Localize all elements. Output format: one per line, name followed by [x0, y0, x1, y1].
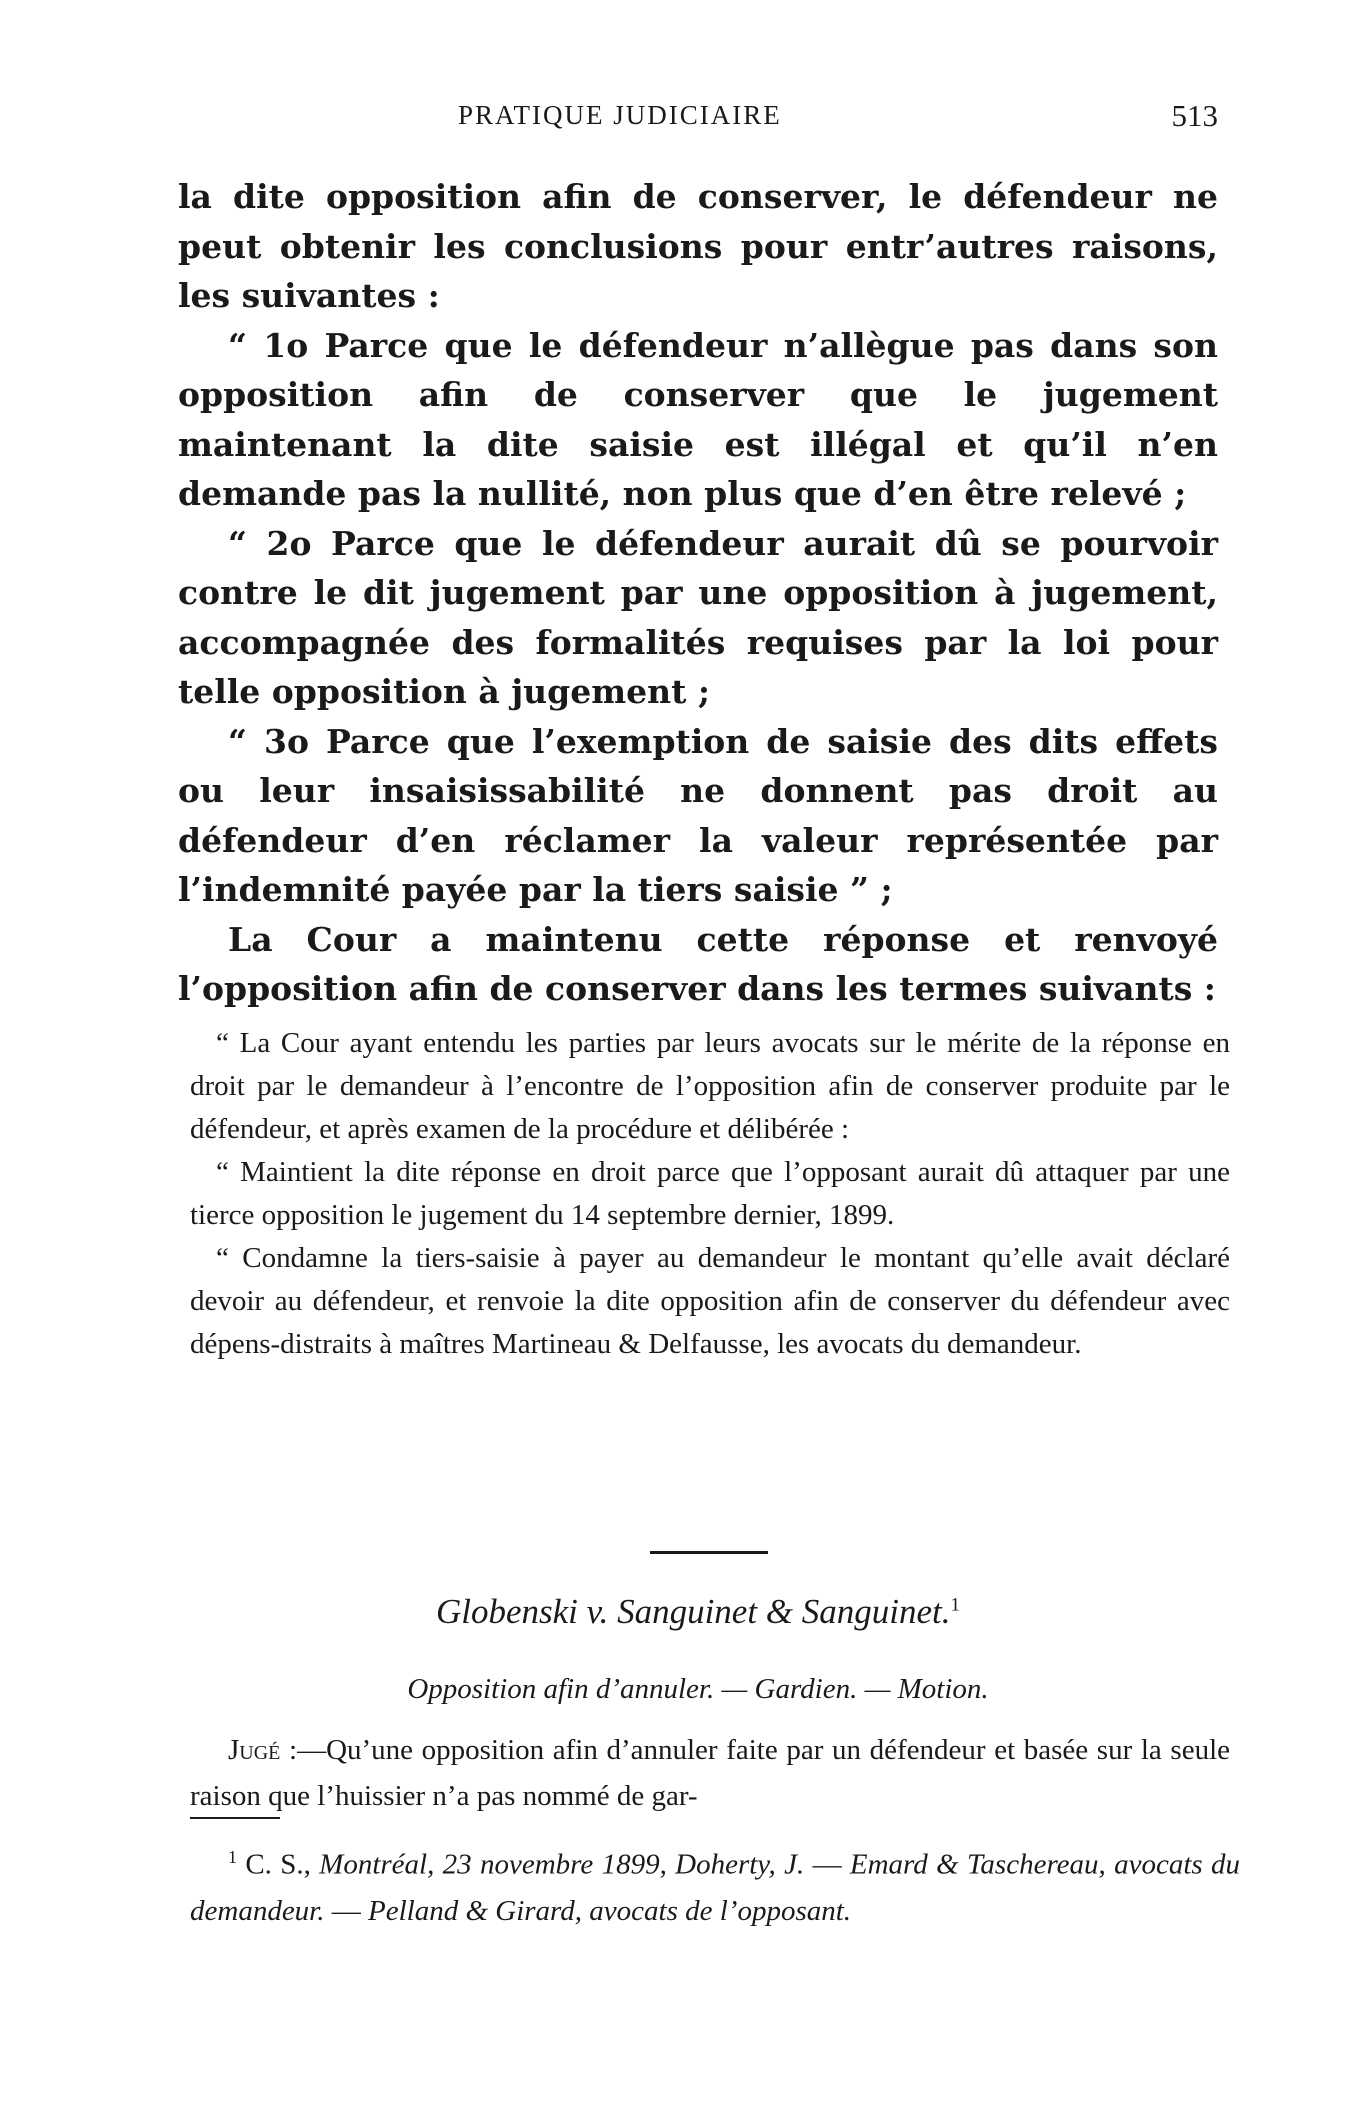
case-title	[178, 1592, 1218, 1632]
holding-label: Jugé	[228, 1734, 281, 1766]
paragraph-reason-3: “ 3o Parce que l’exemption de saisie des dits effets ou leur insaisissabilité ne donnent pas droit au défendeur d’en réclamer la valeur représentée par l’indemnité payée par la tiers saisie ” ;	[178, 721, 1218, 909]
running-title: PRATIQUE JUDICIAIRE	[458, 100, 782, 130]
paragraph-reason-2: “ 2o Parce que le défendeur aurait dû se pourvoir contre le dit jugement par une opposition à jugement, accompagnée des formalités requises par la loi pour telle opposition à jugement ;	[178, 523, 1218, 711]
footnote-counsel-plaintiff: Emard & Taschereau, avocats du demandeur.	[190, 1848, 1240, 1927]
quote-paragraph-1: “ La Cour ayant entendu les parties par leurs avocats sur le mérite de la réponse en droit par le demandeur à l’encontre de l’opposition afin de conserver produite par le défendeur, et après examen de la procédure et délibérée :	[190, 1027, 1230, 1145]
quote-paragraph-2: “ Maintient la dite réponse en droit parce que l’opposant aurait dû attaquer par une tierce opposition le jugement du 14 septembre dernier, 1899.	[190, 1156, 1230, 1231]
footnote-counsel-opposant: Pelland & Girard, avocats de l’opposant.	[368, 1894, 852, 1927]
section-separator	[650, 1551, 768, 1554]
paragraph-reason-1: “ 1o Parce que le défendeur n’allègue pas dans son opposition afin de conserver que le jugement maintenant la dite saisie est illégal et qu’il n’en demande pas la nullité, non plus que d’en être relevé ;	[178, 325, 1218, 513]
case-footnote-marker: 1	[950, 1594, 961, 1616]
paragraph-continuation: la dite opposition afin de conserver, le défendeur ne peut obtenir les conclusions pour entr’autres raisons, les suivantes :	[178, 177, 1218, 315]
case-title-text: Globenski v. Sanguinet & Sanguinet.	[435, 1592, 951, 1631]
footnote-rule	[190, 1817, 280, 1819]
paragraph-court-ruling: La Cour a maintenu cette réponse et renvoyé l’opposition afin de conserver dans les termes suivants :	[178, 919, 1218, 1008]
footnote-separator-2: —	[324, 1894, 369, 1927]
page-number: 513	[1171, 98, 1218, 133]
judgment-quotation	[190, 1022, 1230, 1366]
quote-paragraph-3: “ Condamne la tiers-saisie à payer au demandeur le montant qu’elle avait déclaré devoir au défendeur, et renvoie la dite opposition afin de conserver du défendeur avec dépens-distraits à maîtres Martineau & Delfausse, les avocats du demandeur.	[190, 1242, 1230, 1360]
case-subject: Opposition afin d’annuler. — Gardien. — Motion.	[407, 1673, 989, 1705]
holding-text: :—Qu’une opposition afin d’annuler faite par un défendeur et basée sur la seule raison que l’huissier n’a pas nommé de gar-	[190, 1734, 1230, 1812]
main-text-block	[178, 172, 1218, 1014]
footnote	[190, 1834, 1240, 1934]
footnote-separator-1: —	[804, 1848, 850, 1881]
case-holding	[190, 1727, 1230, 1819]
footnote-marker: 1	[228, 1847, 237, 1867]
footnote-place-date: Montréal, 23 novembre 1899, Doherty, J.	[319, 1848, 805, 1881]
footnote-court: C. S.,	[237, 1848, 320, 1881]
running-header	[178, 100, 1218, 140]
